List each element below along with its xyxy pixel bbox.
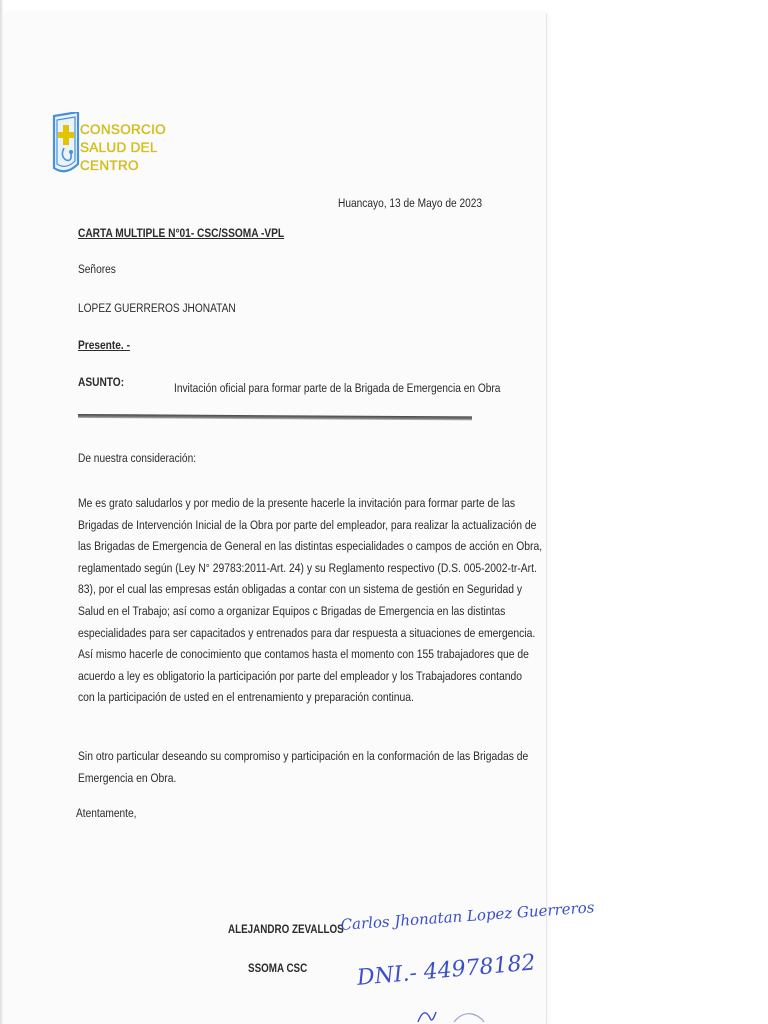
- body-line: con la participación de usted en el entrenamiento y preparación continua.: [78, 690, 414, 705]
- body-line: Salud en el Trabajo; así como a organizar Equipos c Brigadas de Emergencia en las distintas: [78, 603, 506, 618]
- handwritten-name: Carlos Jhonatan Lopez Guerreros: [340, 898, 596, 934]
- body-paragraph-1: [78, 493, 543, 709]
- body-line: Me es grato saludarlos y por medio de la presente hacerle la invitación para formar parte de las: [78, 496, 516, 510]
- body-line: especialidades para ser capacitados y entrenados para dar respuesta a situaciones de emergencia.: [78, 625, 536, 640]
- logo-line-3: CENTRO: [80, 158, 139, 173]
- handwritten-dni: DNI.- 44978182: [356, 950, 537, 991]
- letter-reference: CARTA MULTIPLE N°01- CSC/SSOMA -VPL: [78, 226, 285, 240]
- body-line: Así mismo hacerle de conocimiento que contamos hasta el momento con 155 trabajadores que de: [78, 647, 529, 662]
- body-line: las Brigadas de Emergencia de General en las distintas especialidades o campos de acción en Obra,: [78, 539, 543, 554]
- body-paragraph-2: [78, 746, 529, 789]
- body-line: 83), por el cual las empresas están obligadas a contar con un sistema de gestión en Seguridad y: [78, 582, 523, 597]
- body-line: Brigadas de Intervención Inicial de la Obra por parte del empleador, para realizar la actualización de: [78, 517, 537, 532]
- place-date: Huancayo, 13 de Mayo de 2023: [338, 196, 483, 210]
- logo-line-2: SALUD DEL: [80, 140, 158, 155]
- logo-line-1: CONSORCIO: [80, 122, 166, 137]
- recipient-name: LOPEZ GUERREROS JHONATAN: [78, 301, 236, 315]
- closing-line: Atentamente,: [76, 806, 137, 820]
- signatory-title: SSOMA CSC: [248, 961, 308, 975]
- body-line: acuerdo a ley es obligatorio la participación por parte del empleador y los Trabajadores contando: [78, 668, 523, 683]
- subject-text: Invitación oficial para formar parte de la Brigada de Emergencia en Obra: [174, 381, 501, 395]
- logo-wordmark: [80, 121, 166, 175]
- signature-scribble-icon: [400, 998, 490, 1024]
- body-line: Sin otro particular deseando su compromiso y participación en la conformación de las Brigadas de: [78, 749, 529, 763]
- subject-label: ASUNTO:: [78, 375, 125, 389]
- scan-edge: [0, 0, 3, 1024]
- opening-line: De nuestra consideración:: [78, 451, 197, 465]
- salutation: Señores: [78, 262, 116, 276]
- presente-label: Presente. -: [78, 338, 130, 352]
- signatory-name: ALEJANDRO ZEVALLOS: [228, 922, 344, 936]
- body-line: reglamentado según (Ley N° 29783:2011-Art. 24) y su Reglamento respectivo (D.S. 005-2002-tr-Art.: [78, 560, 537, 575]
- body-line: Emergencia en Obra.: [78, 770, 177, 785]
